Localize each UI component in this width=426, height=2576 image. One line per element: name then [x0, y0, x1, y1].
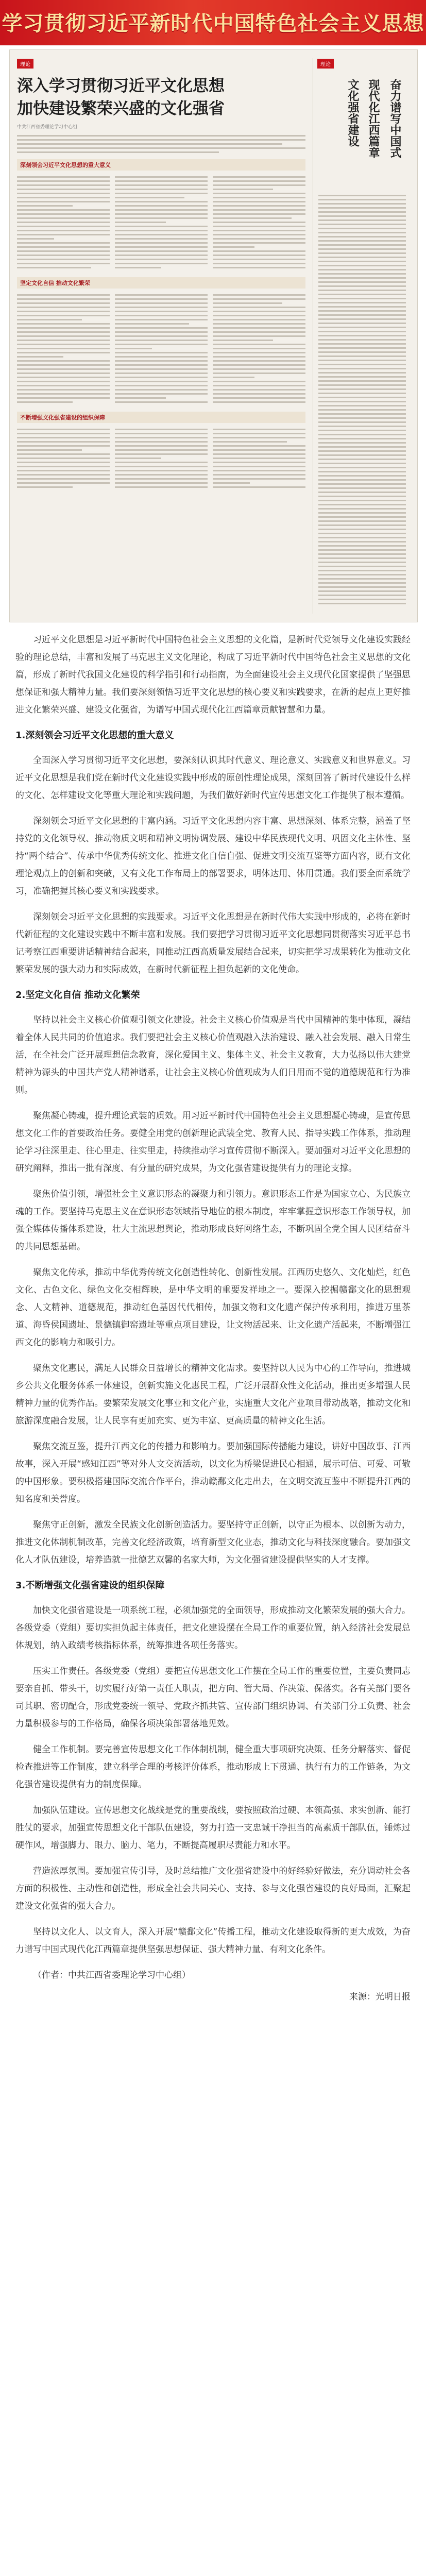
newspaper-image — [9, 49, 418, 622]
newspaper-columns-2 — [17, 292, 305, 405]
paragraph: 聚焦文化惠民，满足人民群众日益增长的精神文化需求。要坚持以人民为中心的工作导向，推进城乡公共文化服务体系一体建设，创新实施文化惠民工程，广泛开展群众性文化活动，推出更多增强人民精神力量的优秀作品。要繁荣发展文化事业和文化产业，实施重大文化产业项目带动战略，推动文化和旅游深度融合发展，让人民享有更加充实、更为丰富、更高质量的精神文化生活。 — [15, 1363, 411, 1426]
paragraph: 全面深入学习贯彻习近平文化思想，要深刻认识其时代意义、理论意义、实践意义和世界意义。习近平文化思想是我们党在新时代文化建设实践中形成的原创性理论成果，深刻回答了新时代建设什么样的文化、怎样建设文化等重大理论和实践问题，为我们做好新时代宣传思想文化工作提供了根本遵循。 — [15, 755, 411, 801]
paragraph: 聚焦守正创新，激发全民族文化创新创造活力。要坚持守正创新，以守正为根本、以创新为动力，推进文化体制机制改革，完善文化经济政策，培育新型文化业态，推动文化与科技深度融合。要加强文化人才队伍建设，培养造就一批德艺双馨的名家大师，为文化强省建设提供坚实的人才支撑。 — [15, 1520, 411, 1565]
newspaper-tag: 理论 — [17, 59, 33, 69]
newspaper-subheading-3: 不断增强文化强省建设的组织保障 — [17, 412, 305, 423]
paragraph: 坚持以社会主义核心价值观引领文化建设。社会主义核心价值观是当代中国精神的集中体现，凝结着全体人民共同的价值追求。我们要把社会主义核心价值观融入法治建设、融入社会发展、融入日常生活，在全社会广泛开展理想信念教育，深化爱国主义、集体主义、社会主义教育，大力弘扬以伟大建党精神为源头的中国共产党人精神谱系，让社会主义核心价值观成为人们日用而不觉的道德规范和行为准则。 — [15, 1015, 411, 1095]
newspaper-text-block — [17, 135, 305, 153]
section-heading-1: 1.深刻领会习近平文化思想的重大意义 — [15, 730, 174, 741]
paragraph: 聚焦交流互鉴，提升江西文化的传播力和影响力。要加强国际传播能力建设，讲好中国故事、江西故事，深入开展“感知江西”等对外人文交流活动，以文化为桥梁促进民心相通，展示可信、可爱、可敬的中国形象。要积极搭建国际交流合作平台，推动赣鄱文化走出去，在文明交流互鉴中不断提升江西的知名度和美誉度。 — [15, 1442, 411, 1504]
paragraph: 深刻领会习近平文化思想的丰富内涵。习近平文化思想内容丰富、思想深刻、体系完整，涵盖了坚持党的文化领导权、推动物质文明和精神文明协调发展、建设中华民族现代文明、巩固文化主体性、坚持“两个结合”、传承中华优秀传统文化、推进文化自信自强、促进文明交流互鉴等方面内容，既有文化理论观点上的创新和突破，又有文化工作布局上的部署要求，明体达用、体用贯通。我们要全面系统学习，准确把握其核心要义和实践要求。 — [15, 816, 411, 896]
newspaper-title-1: 深入学习贯彻习近平文化思想 — [17, 77, 225, 95]
newspaper-main — [17, 58, 305, 490]
newspaper-columns-1 — [17, 174, 305, 271]
paragraph-intro: 习近平文化思想是习近平新时代中国特色社会主义思想的文化篇，是新时代党领导文化建设实践经验的理论总结，丰富和发展了马克思主义文化理论，构成了习近平新时代中国特色社会主义思想的文化篇，形成了新时代我国文化建设的科学指引和行动指南，为全面建设社会主义现代化国家提供了坚强思想保证和强大精神力量。我们要深刻领悟习近平文化思想的核心要义和实践要求，在新的起点上更好推进文化繁荣兴盛、建设文化强省，为谱写中国式现代化江西篇章贡献智慧和力量。 — [15, 635, 411, 715]
paragraph: 健全工作机制。要完善宣传思想文化工作体制机制，健全重大事项研究决策、任务分解落实、督促检查推进等工作制度，建立科学合理的考核评价体系，推动形成上下贯通、执行有力的工作链条，为文化强省建设提供有力的制度保障。 — [15, 1744, 411, 1790]
paragraph: 聚焦凝心铸魂，提升理论武装的质效。用习近平新时代中国特色社会主义思想凝心铸魂，是宣传思想文化工作的首要政治任务。要健全用党的创新理论武装全党、教育人民、指导实践工作体系，推动理论学习往深里走、往心里走、往实里走，持续推动学习宣传贯彻不断深入。要加强对习近平文化思想的研究阐释，推出一批有深度、有分量的研究成果，为文化强省建设提供有力的理论支撑。 — [15, 1111, 411, 1174]
side-vertical-title-2: 现代化江西篇章 — [367, 79, 380, 158]
paragraph: 深刻领会习近平文化思想的实践要求。习近平文化思想是在新时代伟大实践中形成的，必将在新时代新征程的文化建设实践中不断丰富和发展。我们要把学习贯彻习近平文化思想同贯彻落实习近平总书记考察江西重要讲话精神结合起来，同推动江西高质量发展结合起来，切实把学习成果转化为推动文化繁荣发展的强大动力和实际成效，在新时代新征程上担负起新的文化使命。 — [15, 912, 411, 975]
side-text-block — [318, 192, 406, 607]
source-label: 来源：光明日报 — [349, 1992, 411, 2002]
side-tag: 理论 — [317, 59, 334, 69]
paragraph: 聚焦文化传承，推动中华优秀传统文化创造性转化、创新性发展。江西历史悠久、文化灿烂，红色文化、古色文化、绿色文化交相辉映，是中华文明的重要发祥地之一。要深入挖掘赣鄱文化的思想观念、人文精神、道德规范，推动红色基因代代相传，加强文物和文化遗产保护传承利用，推进万里茶道、海昏侯国遗址、景德镇御窑遗址等重点项目建设，让文物活起来、让文化遗产活起来，不断增强江西文化的影响力和吸引力。 — [15, 1267, 411, 1348]
newspaper-byline: 中共江西省委理论学习中心组 — [17, 125, 78, 130]
newspaper-subheading-1: 深刻领会习近平文化思想的重大意义 — [17, 159, 305, 171]
paragraph: 聚焦价值引领，增强社会主义意识形态的凝聚力和引领力。意识形态工作是为国家立心、为民族立魂的工作。要坚持马克思主义在意识形态领域指导地位的根本制度，牢牢掌握意识形态工作领导权，加强全媒体传播体系建设，壮大主流思想舆论，推动形成良好网络生态，不断巩固全党全国人民团结奋斗的共同思想基础。 — [15, 1189, 411, 1252]
paragraph: 营造浓厚氛围。要加强宣传引导，及时总结推广文化强省建设中的好经验好做法，充分调动社会各方面的积极性、主动性和创造性，形成全社会共同关心、支持、参与文化强省建设的良好局面，汇聚起建设文化强省的强大合力。 — [15, 1866, 411, 1911]
newspaper-title-2: 加快建设繁荣兴盛的文化强省 — [17, 99, 225, 118]
banner — [0, 0, 426, 45]
side-vertical-title-1: 奋力谱写中国式 — [388, 79, 402, 158]
paragraph: 坚持以文化人、以文育人，深入开展“赣鄱文化”传播工程，推动文化建设取得新的更大成效，为奋力谱写中国式现代化江西篇章提供坚强思想保证、强大精神力量、有利文化条件。 — [15, 1927, 411, 1955]
newspaper-side-column — [313, 58, 411, 614]
article-body — [15, 631, 411, 2020]
section-heading-3: 3.不断增强文化强省建设的组织保障 — [15, 1580, 165, 1591]
paragraph: 加快文化强省建设是一项系统工程，必须加强党的全面领导，形成推动文化繁荣发展的强大合力。各级党委（党组）要切实担负起主体责任，把文化建设摆在全局工作的重要位置，纳入经济社会发展总体规划，纳入政绩考核指标体系，统筹推进各项任务落实。 — [15, 1605, 411, 1651]
paragraph: 压实工作责任。各级党委（党组）要把宣传思想文化工作摆在全局工作的重要位置，主要负责同志要亲自抓、带头干，切实履行好第一责任人职责，把方向、管大局、作决策、保落实。各有关部门要各司其职、密切配合，形成党委统一领导、党政齐抓共管、宣传部门组织协调、有关部门分工负责、社会力量积极参与的工作格局，确保各项决策部署落地见效。 — [15, 1666, 411, 1729]
paragraph: 加强队伍建设。宣传思想文化战线是党的重要战线，要按照政治过硬、本领高强、求实创新、能打胜仗的要求，加强宣传思想文化干部队伍建设，努力打造一支忠诚干净担当的高素质干部队伍，锤炼过硬作风，增强脚力、眼力、脑力、笔力，不断提高履职尽责能力和水平。 — [15, 1805, 411, 1851]
newspaper-subheading-2: 坚定文化自信 推动文化繁荣 — [17, 277, 305, 289]
author-note: （作者：中共江西省委理论学习中心组） — [33, 1970, 191, 1980]
section-heading-2: 2.坚定文化自信 推动文化繁荣 — [15, 990, 140, 1001]
newspaper-columns-3 — [17, 426, 305, 490]
side-vertical-title-3: 文化强省建设 — [346, 79, 360, 147]
banner-title: 学习贯彻习近平新时代中国特色社会主义思想 — [2, 11, 424, 36]
